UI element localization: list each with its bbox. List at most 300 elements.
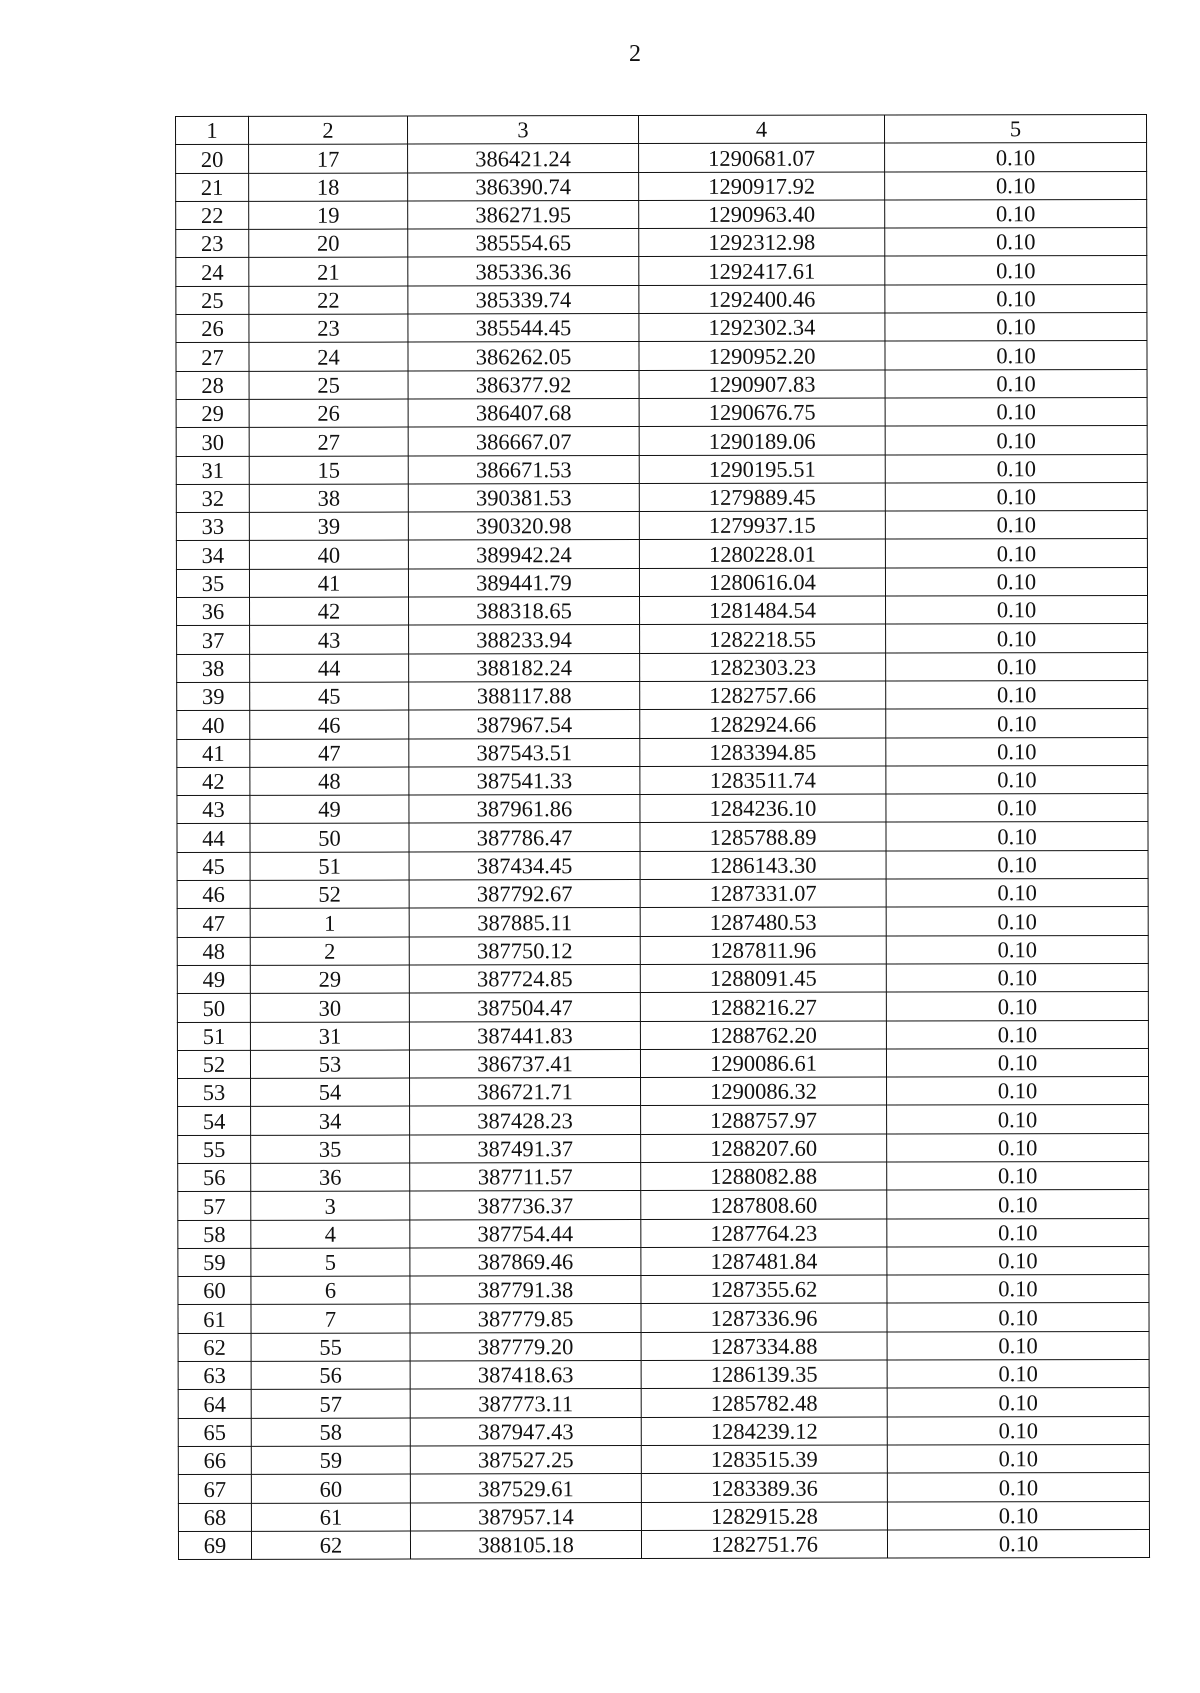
table-row	[176, 341, 1147, 371]
cell-error: 0.10	[885, 171, 1147, 200]
table-row	[178, 1444, 1149, 1474]
cell-y-coordinate: 1288762.20	[640, 1021, 886, 1050]
cell-y-coordinate: 1290907.83	[639, 370, 885, 399]
cell-row-number: 20	[176, 145, 249, 173]
cell-error: 0.10	[885, 454, 1147, 483]
cell-error: 0.10	[885, 199, 1147, 228]
table-row	[177, 624, 1148, 654]
cell-error: 0.10	[887, 1473, 1149, 1502]
cell-row-number: 55	[178, 1135, 251, 1163]
cell-y-coordinate: 1282915.28	[641, 1502, 887, 1531]
cell-y-coordinate: 1290189.06	[639, 426, 885, 455]
cell-y-coordinate: 1292312.98	[639, 228, 885, 257]
cell-x-coordinate: 390320.98	[408, 512, 639, 541]
cell-x-coordinate: 387543.51	[409, 738, 640, 767]
table-row	[178, 1077, 1149, 1107]
cell-x-coordinate: 386721.71	[410, 1078, 641, 1107]
cell-y-coordinate: 1280616.04	[639, 568, 885, 597]
column-header-4: 4	[639, 115, 885, 144]
cell-y-coordinate: 1284239.12	[641, 1417, 887, 1446]
cell-error: 0.10	[887, 1529, 1149, 1558]
cell-x-coordinate: 389441.79	[408, 568, 639, 597]
cell-row-number: 54	[178, 1107, 251, 1135]
table-row	[176, 567, 1147, 597]
cell-error: 0.10	[887, 1331, 1149, 1360]
cell-y-coordinate: 1287331.07	[640, 879, 886, 908]
cell-y-coordinate: 1290952.20	[639, 341, 885, 370]
cell-y-coordinate: 1285782.48	[641, 1388, 887, 1417]
cell-x-coordinate: 387724.85	[409, 964, 640, 993]
cell-y-coordinate: 1280228.01	[639, 539, 885, 568]
cell-row-number: 30	[176, 428, 249, 456]
cell-point-number: 56	[251, 1361, 410, 1390]
cell-row-number: 68	[178, 1503, 251, 1531]
cell-error: 0.10	[887, 1388, 1149, 1417]
table-row	[177, 1020, 1148, 1050]
cell-row-number: 40	[177, 711, 250, 739]
table-row	[176, 284, 1147, 314]
cell-x-coordinate: 387869.46	[410, 1247, 641, 1276]
cell-point-number: 44	[250, 654, 409, 683]
table-row	[176, 143, 1147, 173]
cell-x-coordinate: 387434.45	[409, 851, 640, 880]
cell-x-coordinate: 388318.65	[409, 597, 640, 626]
table-row	[177, 963, 1148, 993]
cell-x-coordinate: 386271.95	[408, 200, 639, 229]
cell-x-coordinate: 387527.25	[410, 1445, 641, 1474]
cell-row-number: 57	[178, 1192, 251, 1220]
cell-row-number: 28	[176, 371, 249, 399]
cell-y-coordinate: 1282303.23	[640, 653, 886, 682]
cell-x-coordinate: 388233.94	[409, 625, 640, 654]
page-number: 2	[629, 41, 641, 67]
cell-x-coordinate: 385554.65	[408, 229, 639, 258]
cell-row-number: 31	[176, 456, 249, 484]
cell-row-number: 26	[176, 314, 249, 342]
cell-point-number: 48	[250, 767, 409, 796]
cell-row-number: 36	[177, 597, 250, 625]
table-row	[177, 1048, 1148, 1078]
cell-x-coordinate: 386390.74	[408, 172, 639, 201]
cell-point-number: 26	[249, 399, 408, 428]
cell-point-number: 40	[249, 540, 408, 569]
cell-y-coordinate: 1279889.45	[639, 483, 885, 512]
cell-row-number: 43	[177, 795, 250, 823]
table-row	[177, 907, 1148, 937]
cell-error: 0.10	[887, 1303, 1149, 1332]
cell-x-coordinate: 388105.18	[410, 1530, 641, 1559]
cell-error: 0.10	[887, 1444, 1149, 1473]
table-row	[176, 426, 1147, 456]
cell-y-coordinate: 1292417.61	[639, 256, 885, 285]
cell-y-coordinate: 1283394.85	[640, 738, 886, 767]
cell-point-number: 59	[251, 1446, 410, 1475]
cell-point-number: 61	[251, 1503, 410, 1532]
cell-y-coordinate: 1292400.46	[639, 285, 885, 314]
cell-row-number: 64	[178, 1390, 251, 1418]
cell-error: 0.10	[886, 992, 1148, 1021]
table-row	[176, 539, 1147, 569]
cell-x-coordinate: 387750.12	[409, 936, 640, 965]
cell-error: 0.10	[887, 1501, 1149, 1530]
cell-row-number: 27	[176, 343, 249, 371]
cell-row-number: 38	[177, 654, 250, 682]
cell-y-coordinate: 1285788.89	[640, 822, 886, 851]
cell-row-number: 32	[176, 484, 249, 512]
cell-error: 0.10	[886, 794, 1148, 823]
cell-point-number: 57	[251, 1389, 410, 1418]
cell-error: 0.10	[885, 369, 1147, 398]
cell-error: 0.10	[887, 1105, 1149, 1134]
cell-error: 0.10	[886, 1048, 1148, 1077]
cell-y-coordinate: 1290195.51	[639, 455, 885, 484]
cell-point-number: 4	[251, 1220, 410, 1249]
cell-x-coordinate: 387947.43	[410, 1417, 641, 1446]
cell-error: 0.10	[886, 1020, 1148, 1049]
cell-point-number: 49	[250, 795, 409, 824]
table-header	[176, 114, 1147, 144]
table-row	[178, 1473, 1149, 1503]
column-header-2: 2	[249, 116, 408, 145]
cell-error: 0.10	[886, 680, 1148, 709]
cell-error: 0.10	[885, 539, 1147, 568]
cell-error: 0.10	[885, 313, 1147, 342]
cell-point-number: 35	[251, 1135, 410, 1164]
cell-row-number: 29	[176, 399, 249, 427]
cell-point-number: 42	[250, 597, 409, 626]
cell-row-number: 33	[176, 513, 249, 541]
cell-error: 0.10	[885, 511, 1147, 540]
cell-error: 0.10	[886, 765, 1148, 794]
cell-y-coordinate: 1287481.84	[641, 1247, 887, 1276]
cell-x-coordinate: 387418.63	[410, 1361, 641, 1390]
cell-point-number: 2	[250, 937, 409, 966]
table-row	[176, 199, 1147, 229]
cell-point-number: 30	[250, 993, 409, 1022]
cell-point-number: 55	[251, 1333, 410, 1362]
cell-error: 0.10	[885, 228, 1147, 257]
cell-x-coordinate: 388182.24	[409, 653, 640, 682]
cell-error: 0.10	[886, 907, 1148, 936]
cell-error: 0.10	[887, 1077, 1149, 1106]
cell-error: 0.10	[886, 963, 1148, 992]
cell-row-number: 46	[177, 880, 250, 908]
cell-point-number: 1	[250, 908, 409, 937]
cell-point-number: 25	[249, 371, 408, 400]
table-row	[176, 256, 1147, 286]
cell-x-coordinate: 386377.92	[408, 370, 639, 399]
table-row	[177, 680, 1148, 710]
cell-y-coordinate: 1288757.97	[641, 1105, 887, 1134]
cell-point-number: 45	[250, 682, 409, 711]
cell-error: 0.10	[885, 482, 1147, 511]
cell-y-coordinate: 1282751.76	[641, 1530, 887, 1559]
cell-point-number: 43	[250, 625, 409, 654]
table-row	[176, 454, 1147, 484]
cell-row-number: 58	[178, 1220, 251, 1248]
column-header-3: 3	[408, 116, 639, 145]
cell-y-coordinate: 1290086.61	[640, 1049, 886, 1078]
cell-y-coordinate: 1292302.34	[639, 313, 885, 342]
table-row	[178, 1105, 1149, 1135]
cell-point-number: 23	[249, 314, 408, 343]
cell-y-coordinate: 1290917.92	[639, 172, 885, 201]
cell-x-coordinate: 385336.36	[408, 257, 639, 286]
cell-row-number: 49	[177, 965, 250, 993]
cell-row-number: 67	[178, 1475, 251, 1503]
cell-y-coordinate: 1283511.74	[640, 766, 886, 795]
cell-row-number: 62	[178, 1333, 251, 1361]
cell-row-number: 42	[177, 767, 250, 795]
cell-row-number: 45	[177, 852, 250, 880]
cell-error: 0.10	[887, 1275, 1149, 1304]
cell-x-coordinate: 388117.88	[409, 681, 640, 710]
cell-x-coordinate: 387428.23	[410, 1106, 641, 1135]
cell-x-coordinate: 387736.37	[410, 1191, 641, 1220]
cell-x-coordinate: 387791.38	[410, 1276, 641, 1305]
header-row	[176, 114, 1147, 144]
cell-error: 0.10	[887, 1246, 1149, 1275]
table-row	[177, 822, 1148, 852]
cell-row-number: 39	[177, 682, 250, 710]
table-row	[177, 596, 1148, 626]
cell-row-number: 21	[176, 173, 249, 201]
cell-x-coordinate: 387504.47	[409, 993, 640, 1022]
cell-y-coordinate: 1287808.60	[641, 1190, 887, 1219]
cell-y-coordinate: 1290676.75	[639, 398, 885, 427]
cell-x-coordinate: 385339.74	[408, 285, 639, 314]
cell-row-number: 41	[177, 739, 250, 767]
cell-point-number: 31	[250, 1022, 409, 1051]
cell-error: 0.10	[887, 1360, 1149, 1389]
cell-point-number: 15	[249, 456, 408, 485]
cell-row-number: 44	[177, 824, 250, 852]
table-row	[177, 765, 1148, 795]
cell-x-coordinate: 387529.61	[410, 1474, 641, 1503]
cell-point-number: 24	[249, 342, 408, 371]
table-row	[178, 1331, 1149, 1361]
cell-point-number: 22	[249, 286, 408, 315]
cell-y-coordinate: 1287336.96	[641, 1303, 887, 1332]
table-row	[177, 850, 1148, 880]
cell-y-coordinate: 1284236.10	[640, 794, 886, 823]
table-row	[178, 1133, 1149, 1163]
cell-y-coordinate: 1282757.66	[640, 681, 886, 710]
cell-error: 0.10	[886, 822, 1148, 851]
cell-error: 0.10	[885, 567, 1147, 596]
cell-x-coordinate: 386667.07	[408, 427, 639, 456]
cell-point-number: 36	[251, 1163, 410, 1192]
table-row	[176, 482, 1147, 512]
cell-error: 0.10	[886, 652, 1148, 681]
cell-error: 0.10	[887, 1133, 1149, 1162]
table-row	[177, 878, 1148, 908]
cell-row-number: 25	[176, 286, 249, 314]
cell-x-coordinate: 389942.24	[408, 540, 639, 569]
cell-row-number: 61	[178, 1305, 251, 1333]
table-row	[176, 313, 1147, 343]
table-row	[177, 935, 1148, 965]
cell-error: 0.10	[885, 341, 1147, 370]
cell-x-coordinate: 385544.45	[408, 314, 639, 343]
cell-point-number: 46	[250, 710, 409, 739]
cell-x-coordinate: 387779.85	[410, 1304, 641, 1333]
table-row	[178, 1360, 1149, 1390]
cell-row-number: 65	[178, 1418, 251, 1446]
cell-y-coordinate: 1288082.88	[641, 1162, 887, 1191]
cell-row-number: 34	[176, 541, 249, 569]
cell-point-number: 6	[251, 1276, 410, 1305]
cell-y-coordinate: 1288207.60	[641, 1134, 887, 1163]
cell-row-number: 48	[177, 937, 250, 965]
cell-point-number: 17	[249, 144, 408, 173]
cell-x-coordinate: 387786.47	[409, 823, 640, 852]
cell-y-coordinate: 1287480.53	[640, 907, 886, 936]
table-row	[177, 737, 1148, 767]
cell-point-number: 51	[250, 852, 409, 881]
cell-y-coordinate: 1290681.07	[639, 143, 885, 172]
cell-row-number: 69	[178, 1531, 251, 1559]
cell-error: 0.10	[886, 596, 1148, 625]
table-row	[177, 652, 1148, 682]
cell-point-number: 60	[251, 1474, 410, 1503]
cell-y-coordinate: 1290086.32	[641, 1077, 887, 1106]
cell-point-number: 20	[249, 229, 408, 258]
cell-point-number: 18	[249, 173, 408, 202]
cell-point-number: 21	[249, 257, 408, 286]
cell-error: 0.10	[886, 935, 1148, 964]
table-row	[178, 1388, 1149, 1418]
cell-row-number: 23	[176, 230, 249, 258]
cell-x-coordinate: 387967.54	[409, 710, 640, 739]
cell-x-coordinate: 386421.24	[408, 144, 639, 173]
cell-row-number: 37	[177, 626, 250, 654]
cell-row-number: 59	[178, 1248, 251, 1276]
table-row	[178, 1416, 1149, 1446]
cell-point-number: 62	[251, 1531, 410, 1560]
cell-y-coordinate: 1287334.88	[641, 1332, 887, 1361]
cell-error: 0.10	[885, 426, 1147, 455]
cell-error: 0.10	[887, 1218, 1149, 1247]
table-row	[178, 1275, 1149, 1305]
cell-y-coordinate: 1283515.39	[641, 1445, 887, 1474]
cell-y-coordinate: 1286143.30	[640, 851, 886, 880]
cell-error: 0.10	[885, 143, 1147, 172]
table-row	[176, 397, 1147, 427]
table-row	[178, 1218, 1149, 1248]
table-row	[178, 1501, 1149, 1531]
cell-point-number: 38	[249, 484, 408, 513]
cell-y-coordinate: 1282924.66	[640, 709, 886, 738]
table-row	[176, 171, 1147, 201]
cell-y-coordinate: 1290963.40	[639, 200, 885, 229]
column-header-5: 5	[884, 114, 1146, 143]
cell-x-coordinate: 386737.41	[409, 1049, 640, 1078]
cell-error: 0.10	[887, 1161, 1149, 1190]
table-row	[177, 709, 1148, 739]
cell-point-number: 53	[250, 1050, 409, 1079]
cell-point-number: 34	[251, 1106, 410, 1135]
cell-error: 0.10	[885, 284, 1147, 313]
table-row	[178, 1246, 1149, 1276]
cell-y-coordinate: 1287764.23	[641, 1219, 887, 1248]
cell-row-number: 35	[176, 569, 249, 597]
cell-row-number: 22	[176, 201, 249, 229]
cell-error: 0.10	[887, 1416, 1149, 1445]
cell-point-number: 7	[251, 1304, 410, 1333]
cell-point-number: 52	[250, 880, 409, 909]
cell-x-coordinate: 387779.20	[410, 1332, 641, 1361]
cell-x-coordinate: 387711.57	[410, 1163, 641, 1192]
cell-x-coordinate: 386262.05	[408, 342, 639, 371]
cell-x-coordinate: 387957.14	[410, 1502, 641, 1531]
cell-y-coordinate: 1287355.62	[641, 1275, 887, 1304]
cell-error: 0.10	[887, 1190, 1149, 1219]
cell-x-coordinate: 387773.11	[410, 1389, 641, 1418]
cell-point-number: 58	[251, 1418, 410, 1447]
table-row	[178, 1190, 1149, 1220]
column-header-1: 1	[176, 116, 249, 144]
cell-y-coordinate: 1287811.96	[640, 936, 886, 965]
cell-y-coordinate: 1282218.55	[640, 624, 886, 653]
cell-row-number: 47	[177, 909, 250, 937]
cell-row-number: 50	[177, 994, 250, 1022]
cell-y-coordinate: 1288216.27	[640, 992, 886, 1021]
table-row	[176, 511, 1147, 541]
cell-row-number: 56	[178, 1163, 251, 1191]
cell-point-number: 47	[250, 739, 409, 768]
table-row	[178, 1303, 1149, 1333]
cell-point-number: 29	[250, 965, 409, 994]
cell-x-coordinate: 387541.33	[409, 766, 640, 795]
cell-x-coordinate: 386407.68	[408, 398, 639, 427]
cell-row-number: 52	[177, 1050, 250, 1078]
cell-point-number: 5	[251, 1248, 410, 1277]
table-body	[176, 143, 1150, 1560]
cell-error: 0.10	[886, 850, 1148, 879]
cell-error: 0.10	[886, 878, 1148, 907]
cell-y-coordinate: 1283389.36	[641, 1473, 887, 1502]
cell-row-number: 66	[178, 1446, 251, 1474]
cell-point-number: 19	[249, 201, 408, 230]
cell-point-number: 41	[249, 569, 408, 598]
cell-x-coordinate: 387885.11	[409, 908, 640, 937]
cell-row-number: 60	[178, 1277, 251, 1305]
cell-error: 0.10	[886, 737, 1148, 766]
cell-point-number: 50	[250, 823, 409, 852]
table-row	[177, 794, 1148, 824]
cell-row-number: 63	[178, 1361, 251, 1389]
cell-x-coordinate: 387491.37	[410, 1134, 641, 1163]
cell-error: 0.10	[885, 397, 1147, 426]
cell-row-number: 51	[177, 1022, 250, 1050]
cell-y-coordinate: 1288091.45	[640, 964, 886, 993]
table-row	[178, 1161, 1149, 1191]
table-row	[176, 369, 1147, 399]
cell-y-coordinate: 1281484.54	[640, 596, 886, 625]
cell-point-number: 54	[251, 1078, 410, 1107]
cell-error: 0.10	[886, 624, 1148, 653]
cell-x-coordinate: 387961.86	[409, 795, 640, 824]
cell-point-number: 3	[251, 1191, 410, 1220]
cell-row-number: 53	[178, 1078, 251, 1106]
cell-x-coordinate: 387792.67	[409, 880, 640, 909]
table-row	[178, 1529, 1149, 1559]
cell-y-coordinate: 1286139.35	[641, 1360, 887, 1389]
table-row	[176, 228, 1147, 258]
cell-point-number: 27	[249, 427, 408, 456]
coordinates-table	[175, 114, 1150, 1560]
